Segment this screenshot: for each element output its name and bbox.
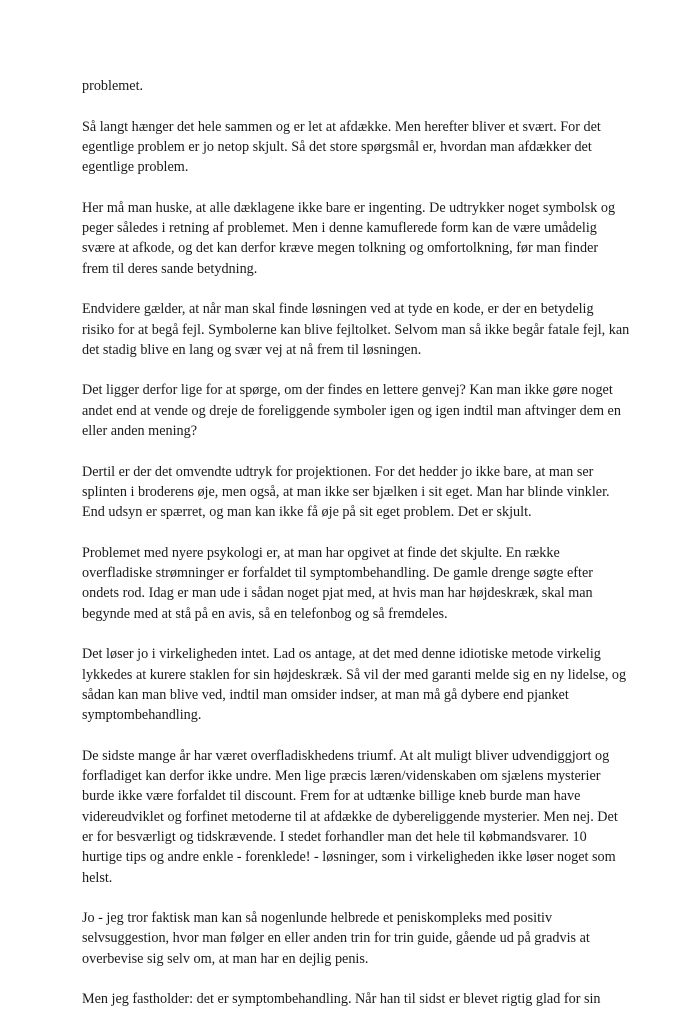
- paragraph: [82, 198, 616, 279]
- text-line: Problemet med nyere psykologi er, at man har opgivet at finde det skjulte. En række: [82, 544, 560, 561]
- text-line: helst.: [82, 869, 113, 886]
- document-body: [82, 76, 630, 1030]
- text-line: peger således i retning af problemet. Men i denne kamuflerede form kan de være umådelig: [82, 220, 597, 237]
- text-line: overfladiske strømninger er forfaldet til symptombehandling. De gamle drenge søgte efter: [82, 565, 593, 582]
- paragraph: [82, 543, 602, 624]
- paragraph: [82, 644, 627, 725]
- text-line: symptombehandling.: [82, 707, 202, 724]
- text-line: lykkedes at kurere staklen for sin højdeskræk. Så vil der med garanti melde sig en ny lidelse, og: [82, 666, 627, 683]
- text-line: sådan kan man blive ved, indtil man omsider indser, at man må gå dybere end pjanket: [82, 686, 569, 703]
- text-line: forfladiget kan derfor ikke undre. Men lige præcis læren/videnskaben om sjælens mysterier: [82, 768, 601, 785]
- text-line: frem til deres sande betydning.: [82, 260, 258, 277]
- paragraph: [82, 746, 618, 888]
- paragraph: [82, 989, 602, 1009]
- text-line: Det ligger derfor lige for at spørge, om der findes en lettere genvej? Kan man ikke gøre noget: [82, 382, 613, 399]
- text-line: hurtige tips og andre enkle - forenklede! - løsninger, som i virkeligheden ikke løser noget som: [82, 849, 616, 866]
- text-line: Jo - jeg tror faktisk man kan så nogenlunde helbrede et peniskompleks med positiv: [82, 910, 553, 927]
- text-line: De sidste mange år har været overfladiskhedens triumf. At alt muligt bliver udvendiggjort og: [82, 747, 610, 764]
- text-line: End udsyn er spærret, og man kan ikke få øje på sit eget problem. Det er skjult.: [82, 504, 532, 521]
- text-line: risiko for at begå fejl. Symbolerne kan blive fejltolket. Selvom man så ikke begår fatale fejl, kan: [82, 321, 630, 338]
- paragraph: [82, 380, 621, 441]
- text-line: andet end at vende og dreje de foreliggende symboler igen og igen indtil man aftvinger dem en: [82, 402, 621, 419]
- text-line: egentlige problem.: [82, 159, 189, 176]
- text-line: Endvidere gælder, at når man skal finde løsningen ved at tyde en kode, er der en betydelig: [82, 301, 594, 318]
- text-line: er for besværligt og tidskrævende. I stedet forhandler man det hele til købmandsvarer. 10: [82, 828, 587, 845]
- text-line: egentlige problem er jo netop skjult. Så det store spørgsmål er, hvordan man afdækker det: [82, 138, 592, 155]
- text-line: Det løser jo i virkeligheden intet. Lad os antage, at det med denne idiotiske metode virkelig: [82, 646, 601, 663]
- text-line: problemet.: [82, 78, 144, 94]
- text-line: eller anden mening?: [82, 423, 198, 440]
- text-line: burde ikke være forfaldet til discount. Frem for at udtænke billige kneb burde man have: [82, 788, 581, 805]
- text-line: det stadig blive en lang og svær vej at nå frem til løsningen.: [82, 341, 422, 358]
- text-line: begynde med at stå på en avis, så en telefonbog og så fremdeles.: [82, 605, 448, 622]
- text-line: svære at afkode, og det kan derfor kræve megen tolkning og omfortolkning, før man finder: [82, 240, 599, 257]
- text-line: Dertil er der det omvendte udtryk for projektionen. For det hedder jo ikke bare, at man ser: [82, 463, 594, 480]
- text-line: Men jeg fastholder: det er symptombehandling. Når han til sidst er blevet rigtig glad for sin: [82, 991, 601, 1008]
- paragraph: [82, 299, 630, 360]
- paragraph: [82, 908, 602, 969]
- paragraph: [82, 117, 602, 178]
- text-line: selvsuggestion, hvor man følger en eller anden trin for trin guide, gående ud på gradvis at: [82, 930, 590, 947]
- text-line: Så langt hænger det hele sammen og er let at afdække. Men herefter bliver et svært. For det: [82, 118, 601, 135]
- text-line: Her må man huske, at alle dæklagene ikke bare er ingenting. De udtrykker noget symbolsk og: [82, 199, 616, 216]
- paragraph: [82, 76, 602, 96]
- text-line: splinten i broderens øje, men også, at man ikke ser bjælken i sit eget. Man har blinde vinkler.: [82, 483, 610, 500]
- paragraph: [82, 462, 610, 523]
- text-line: overbevise sig selv om, at man har en dejlig penis.: [82, 950, 369, 967]
- text-line: videreudviklet og forfinet metoderne til at afdække de dybereliggende mysterier. Men nej. Det: [82, 808, 618, 825]
- text-line: ondets rod. Idag er man ude i sådan noget pjat med, at hvis man har højdeskræk, skal man: [82, 585, 593, 602]
